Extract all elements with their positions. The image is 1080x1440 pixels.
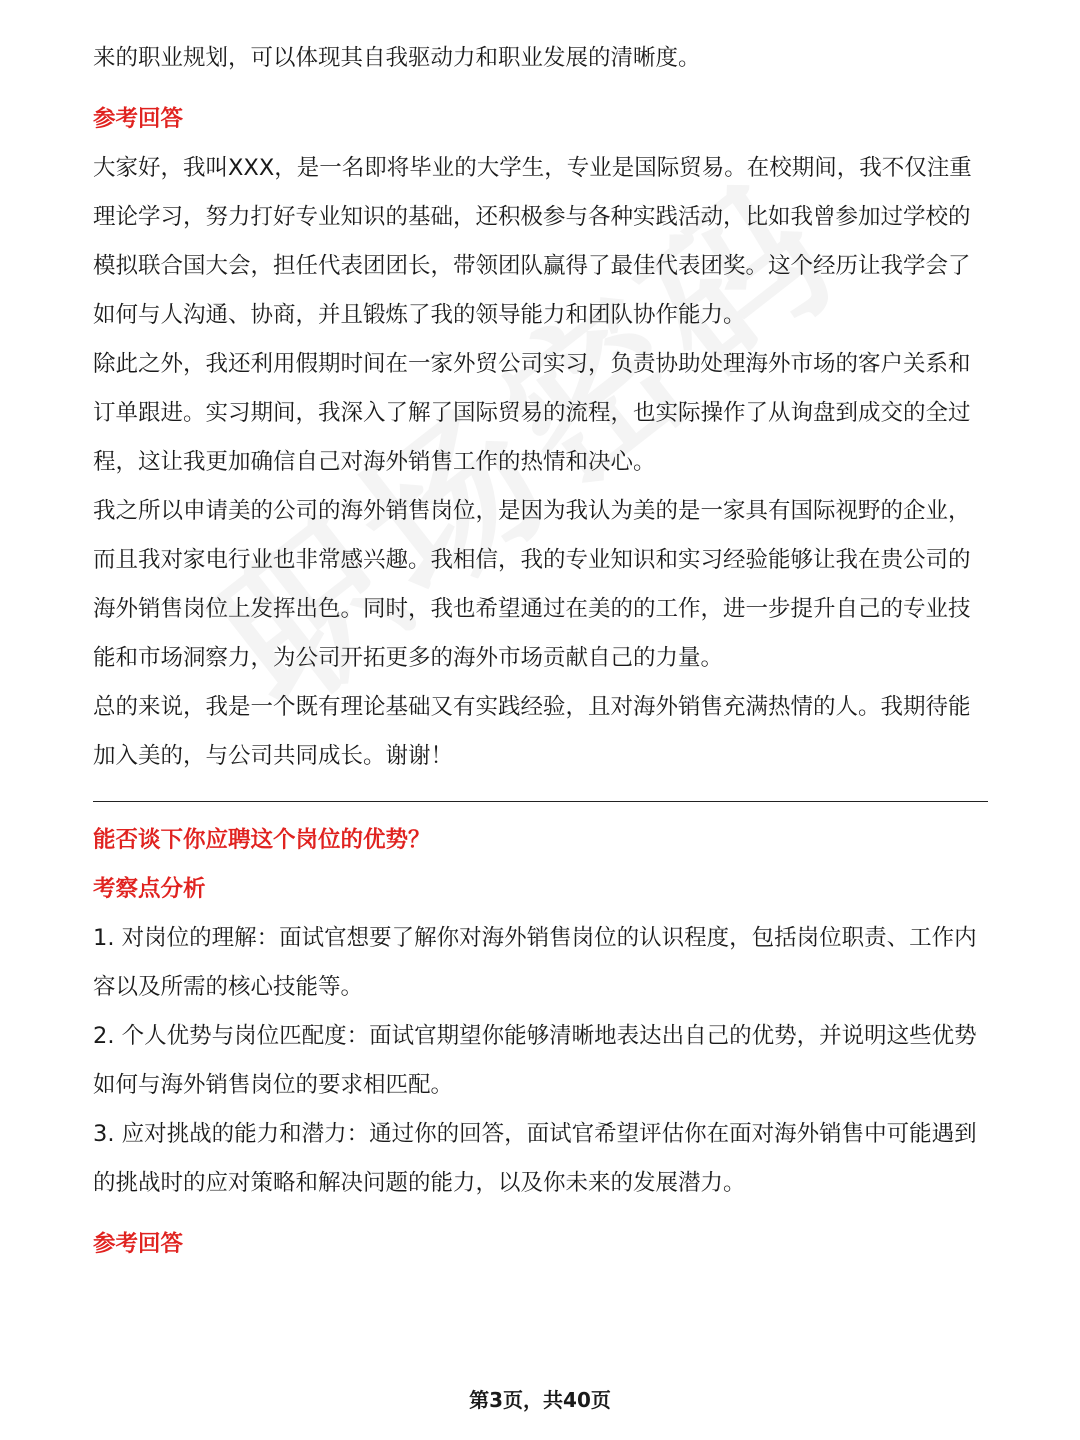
intro-line: 来的职业规划，可以体现其自我驱动力和职业发展的清晰度。 xyxy=(93,45,701,71)
answer-paragraph: 我之所以申请美的公司的海外销售岗位，是因为我认为美的是一家具有国际视野的企业，而且我对家电行业也非常感兴趣。我相信，我的专业知识和实习经验能够让我在贵公司的海外销售岗位上发挥出色。同时，我也希望通过在美的的工作，进一步提升自己的专业技能和市场洞察力，为公司开拓更多的海外市场贡献自己的力量。 xyxy=(93,498,971,671)
answer-paragraph: 大家好，我叫XXX，是一名即将毕业的大学生，专业是国际贸易。在校期间，我不仅注重理论学习，努力打好专业知识的基础，还积极参与各种实践活动，比如我曾参加过学校的模拟联合国大会，担任代表团团长，带领团队赢得了最佳代表团奖。这个经历让我学会了如何与人沟通、协商，并且锻炼了我的领导能力和团队协作能力。 xyxy=(93,155,972,328)
analysis-heading: 考察点分析 xyxy=(93,876,206,902)
page-content xyxy=(93,34,988,1269)
reference-answer-heading: 参考回答 xyxy=(93,106,184,132)
reference-answer-heading-2: 参考回答 xyxy=(93,1231,184,1257)
section-divider xyxy=(93,801,988,802)
analysis-point: 1. 对岗位的理解：面试官想要了解你对海外销售岗位的认识程度，包括岗位职责、工作内容以及所需的核心技能等。 xyxy=(93,925,977,1000)
analysis-point: 2. 个人优势与岗位匹配度：面试官期望你能够清晰地表达出自己的优势，并说明这些优势如何与海外销售岗位的要求相匹配。 xyxy=(93,1023,977,1098)
page-number: 第3页，共40页 xyxy=(469,1388,611,1412)
answer-paragraph: 除此之外，我还利用假期时间在一家外贸公司实习，负责协助处理海外市场的客户关系和订单跟进。实习期间，我深入了解了国际贸易的流程，也实际操作了从询盘到成交的全过程，这让我更加确信自己对海外销售工作的热情和决心。 xyxy=(93,351,971,475)
question-heading: 能否谈下你应聘这个岗位的优势？ xyxy=(93,827,431,853)
analysis-point: 3. 应对挑战的能力和潜力：通过你的回答，面试官希望评估你在面对海外销售中可能遇到的挑战时的应对策略和解决问题的能力，以及你未来的发展潜力。 xyxy=(93,1121,977,1196)
answer-paragraph: 总的来说，我是一个既有理论基础又有实践经验，且对海外销售充满热情的人。我期待能加入美的，与公司共同成长。谢谢！ xyxy=(93,694,971,769)
